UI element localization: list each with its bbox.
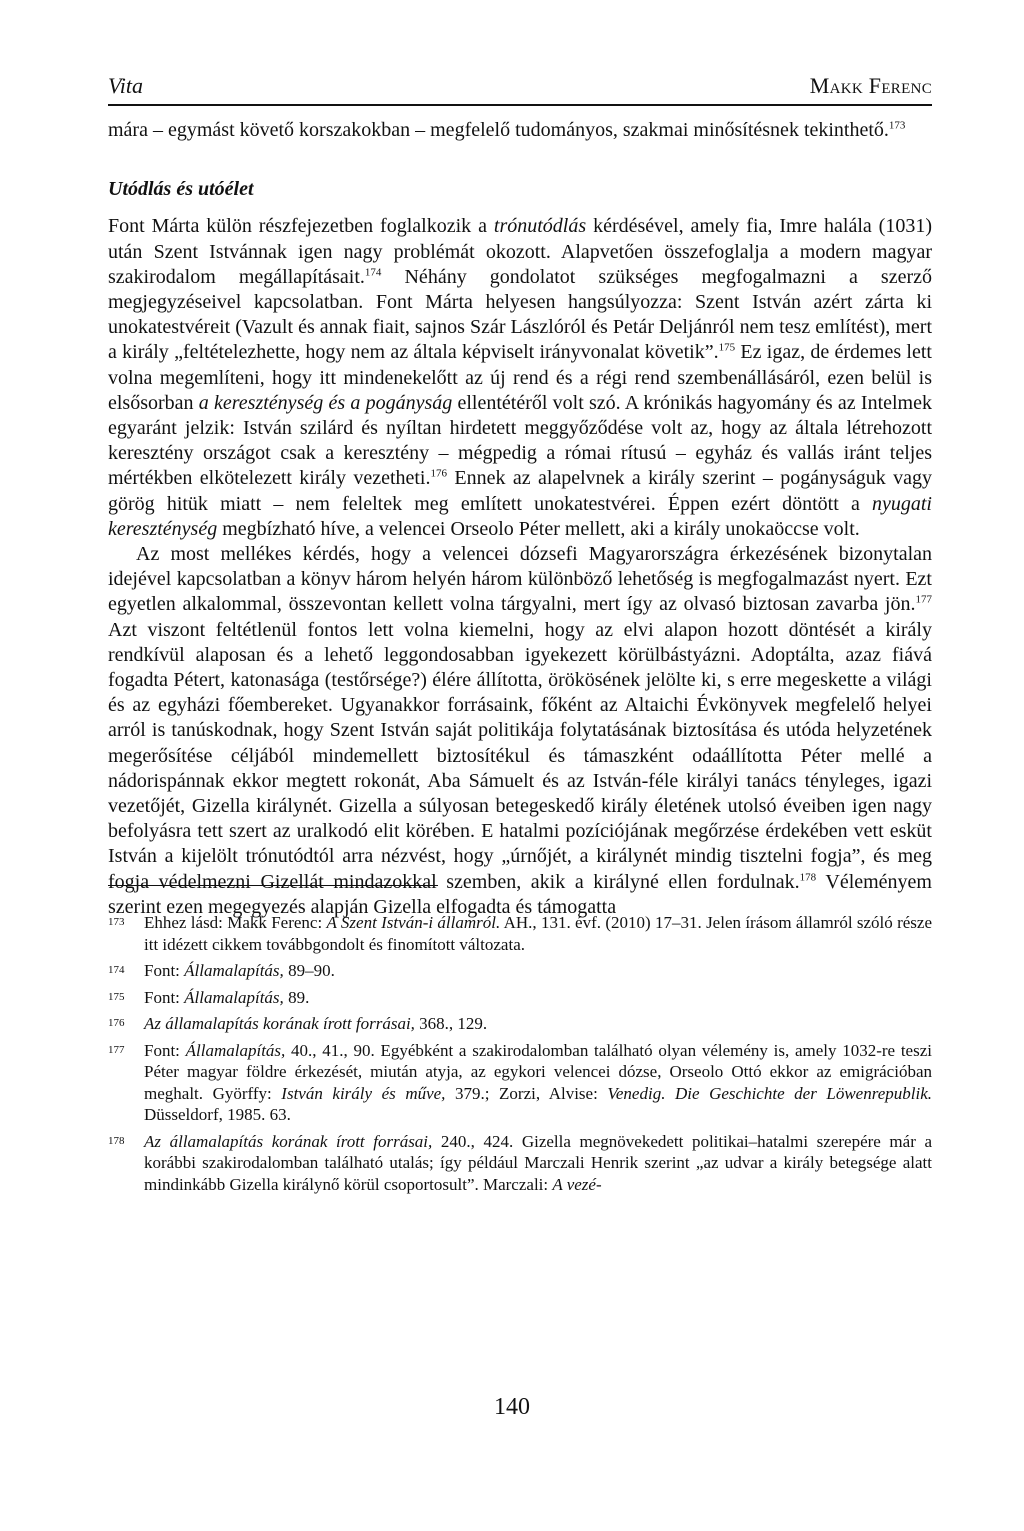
footnote-text <box>144 960 932 982</box>
paragraph-2-text-f: Ennek az alapelvnek a király szerint – pogányságuk vagy görög hitük miatt – nem feleltek meg említett unokatestvérei. Éppen ezért döntött a <box>108 467 932 515</box>
footnote-173-text-b: AH., 131. évf. (2010) 17–31. Jelen írásom államról szóló része itt idézett cikkem továbbgondolt és finomított változata. <box>144 913 933 954</box>
footnote-177-title-3: Venedig. Die Geschichte der Löwenrepublik. <box>607 1083 932 1103</box>
footnote-177-text-c: 379.; Zorzi, Alvise: <box>445 1083 608 1103</box>
footnote-174 <box>108 960 932 982</box>
footnote-177-text-a: Font: <box>144 1040 186 1060</box>
paragraph-2 <box>108 214 932 542</box>
footnote-177 <box>108 1040 932 1126</box>
footnote-175-title: Államalapítás, <box>184 987 284 1007</box>
body-text <box>108 118 932 920</box>
page-number: 140 <box>494 1394 530 1420</box>
footnote-number: 177 <box>108 1043 125 1056</box>
footnote-175 <box>108 987 932 1009</box>
footnote-text <box>144 912 932 955</box>
footnote-176-title: Az államalapítás korának írott forrásai, <box>144 1014 415 1033</box>
paragraph-3-text-b: Azt viszont feltétlenül fontos lett volna kiemelni, hogy az elvi alapon hozott döntését a király rendkívül alaposan és a lehető leggondosabban igyekezett körülbástyázni. Adoptálta, azaz fiává fogadta Pétert, katonasága (testőrsége?) élére állította, örökösének jelölte ki, s erre megeskette a világi és az egyházi főembereket. Ugyanakkor forrásaink, főként az Altaichi Évkönyvek megfelelő helyei arról is tanúskodnak, hogy Szent István saját politikája folytatásának biztosítása és utóda helyzetének megerősítése céljából mindemellett biztosítékul és támaszként odaállította Péter mellé a nádorispánnak ekkor megtett rokonát, Aba Sámuelt és az István-féle királyi tanács tényleges, igazi vezetőjét, Gizella királynét. Gizella a súlyosan betegeskedő király életének utolsó éveiben igen nagy befolyásra tett szert az uralkodó elit körében. E hatalmi pozíciójának megőrzése érdekében vett esküt István a kijelölt trónutódtól arra nézvést, hogy „úrnőjét, a királynét mindig tisztelni fogja”, és meg fogja védelmezni Gizellát mindazokkal szemben, akik a királyné ellen fordulnak. <box>108 618 932 893</box>
running-head-author: Makk Ferenc <box>809 73 932 98</box>
footnote-173-title: A Szent István-i államról. <box>326 913 501 932</box>
paragraph-2-text-c: Néhány gondolatot szükséges megfogalmazni a szerző megjegyzéseivel kapcsolatban. Font Márta helyesen hangsúlyozza: Szent István azért zárta ki unokatestvéreit (Vazult és annak fiait, sajnos Szár Lászlóról és Petár Deljánról nem tesz említést), mert a király „feltételezhette, hogy nem az általa képviselt irányvonalat követik”. <box>108 265 932 364</box>
footnote-ref-176[interactable]: 176 <box>430 467 447 480</box>
footnote-178 <box>108 1131 932 1196</box>
paragraph-1 <box>108 118 932 143</box>
footnote-176 <box>108 1013 932 1035</box>
footnote-178-title-2: A vezé- <box>552 1174 602 1194</box>
footnote-number: 173 <box>108 916 125 928</box>
footnote-ref-173[interactable]: 173 <box>888 119 906 132</box>
footnote-176-text-b: 368., 129. <box>414 1014 488 1033</box>
paragraph-3 <box>108 542 932 920</box>
section-heading: Utódlás és utóélet <box>108 178 254 201</box>
footnote-174-title: Államalapítás, <box>184 961 284 980</box>
footnote-175-text-a: Font: <box>144 987 185 1007</box>
footnote-178-text-a: 240., 424. Gizella megnövekedett politikai–hatalmi szerepére már a korábbi szakirodalomban található utalás; így például Marczali Henrik szerint „az udvar a király betegsége alatt mindinkább Gizella királynő körül csoportosult”. Marczali: <box>144 1131 933 1194</box>
paragraph-3-text-a: Az most mellékes kérdés, hogy a velencei dózsefi Magyarországra érkezésének bizonytalan idejével kapcsolatban a könyv három helyén három különböző lehetőség is megfogalmazást nyert. Ezt egyetlen alkalommal, összevontan kellett volna tárgyalni, mert így az olvasó biztosan zavarba jön. <box>108 543 932 616</box>
footnote-ref-175[interactable]: 175 <box>718 341 736 354</box>
footnote-text <box>144 987 932 1009</box>
paragraph-2-text-e: ellentétéről volt szó. A krónikás hagyomány és az Intelmek egyaránt jelzik: István szilárd és nyíltan hirdetett meggyőződése volt az, hogy az általa létrehozott keresztény országot csak a keresztény – mégpedig a római rítusú – egyház és vallás iránt teljes mértékben elkötelezett király vezetheti. <box>108 391 932 490</box>
footnote-number: 178 <box>108 1134 125 1147</box>
footnote-text <box>144 1013 932 1035</box>
footnote-174-text-b: 89–90. <box>283 961 335 980</box>
footnote-173-text-a: Ehhez lásd: Makk Ferenc: <box>144 913 327 932</box>
footnote-175-text-b: 89. <box>283 987 310 1007</box>
footnote-177-text-d: Düsseldorf, 1985. 63. <box>144 1105 291 1124</box>
footnotes <box>108 912 932 1200</box>
paragraph-1-text: mára – egymást követő korszakokban – megfelelő tudományos, szakmai minősítésnek tekinthető. <box>108 119 889 141</box>
paragraph-2-text-a: Font Márta külön részfejezetben foglalkozik a <box>108 215 494 238</box>
footnote-number: 176 <box>108 1017 125 1029</box>
footnote-177-title-1: Államalapítás, <box>185 1040 286 1060</box>
footnote-text <box>144 1040 932 1126</box>
paragraph-2-emphasis-d: a kereszténység és a pogányság <box>198 391 453 414</box>
paragraph-2-text-d: Ez igaz, de érdemes lett volna megemlíteni, hogy itt mindenekelőtt az új rend és a régi rend szembenállásáról, ezen belül is elsősorban <box>108 341 932 414</box>
paragraph-2-emphasis-a: trónutódlás <box>493 215 587 238</box>
running-head-section: Vita <box>108 73 144 98</box>
footnote-ref-174[interactable]: 174 <box>364 266 382 279</box>
paragraph-2-emphasis-f: nyugati kereszténység <box>108 492 932 540</box>
footnote-ref-178[interactable]: 178 <box>799 871 817 884</box>
paragraph-3-text-c: Véleményem szerint ezen megegyezés alapján Gizella elfogadta és támogatta <box>108 870 932 918</box>
footnote-178-title-1: Az államalapítás korának írott forrásai, <box>144 1131 433 1151</box>
footnote-text <box>144 1131 932 1196</box>
footnote-177-text-b: 40., 41., 90. Egyébként a szakirodalomban található olyan vélemény is, amely 1032-re teszi Péter magyar földre érkezését, miután atyja, az egykori velencei dózse, Orseolo Ottó ekkor az emigrációban meghalt. Györffy: <box>144 1040 932 1103</box>
paragraph-2-text-g: megbízható híve, a velencei Orseolo Péter mellett, aki a király unokaöccse volt. <box>217 517 860 540</box>
footnote-177-title-2: István király és műve, <box>281 1083 446 1103</box>
running-head <box>108 70 932 106</box>
paragraph-2-text-b: kérdésével, amely fia, Imre halála (1031) után Szent Istvánnak igen nagy problémát okozott. Alapvetően összefoglalja a modern magyar szakirodalom megállapításait. <box>108 215 932 288</box>
footnote-173 <box>108 912 932 955</box>
footnote-number: 174 <box>108 964 125 976</box>
footnote-number: 175 <box>108 990 125 1003</box>
footnote-divider <box>108 885 438 886</box>
footnote-174-text-a: Font: <box>144 961 185 980</box>
footnote-ref-177[interactable]: 177 <box>915 593 932 606</box>
